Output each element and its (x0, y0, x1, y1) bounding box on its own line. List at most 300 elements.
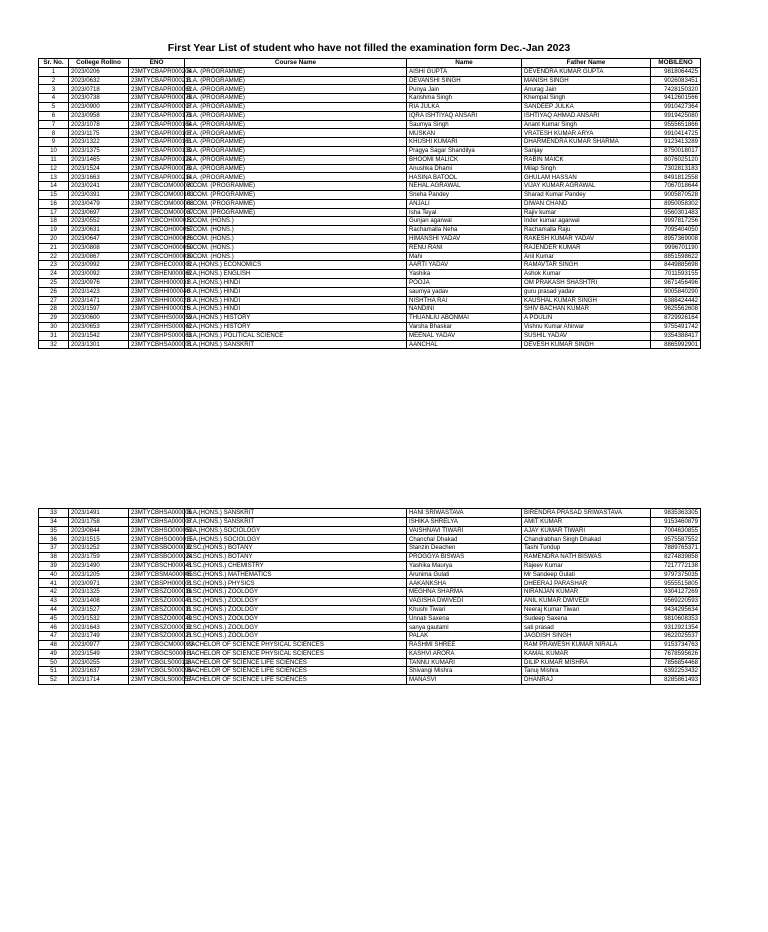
cell-eno: 23MTYCBSBO000032 (129, 544, 185, 553)
table-row (39, 340, 701, 349)
cell-course-name: B.SC.(HONS.) BOTANY (185, 544, 407, 553)
cell-student-name: Mahi (407, 252, 522, 261)
cell-mobileno: 9575587552 (651, 535, 701, 544)
cell-course-name: B.A.(HONS.) ECONOMICS (185, 261, 407, 270)
cell-college-rollno: 2023/1663 (69, 173, 129, 182)
cell-father-name: Tanuj Mishra (522, 667, 651, 676)
cell-sr-no: 23 (39, 261, 69, 270)
cell-student-name: Chanchal Dhakad (407, 535, 522, 544)
cell-father-name: DIWAN CHAND (522, 199, 651, 208)
cell-course-name: B.A.(HONS.) ENGLISH (185, 270, 407, 279)
cell-eno: 23MTYCBCOM000037 (129, 208, 185, 217)
cell-sr-no: 36 (39, 535, 69, 544)
cell-college-rollno: 2023/1549 (69, 649, 129, 658)
table-row (39, 111, 701, 120)
table-row (39, 676, 701, 685)
cell-course-name: BACHELOR OF SCIENCE PHYSICAL SCIENCES (185, 640, 407, 649)
cell-college-rollno: 2023/0867 (69, 252, 129, 261)
table-row (39, 270, 701, 279)
cell-student-name: RENU RANI (407, 243, 522, 252)
cell-college-rollno: 2023/1542 (69, 331, 129, 340)
cell-college-rollno: 2023/0092 (69, 270, 129, 279)
cell-sr-no: 13 (39, 173, 69, 182)
table-row (39, 322, 701, 331)
cell-sr-no: 38 (39, 552, 69, 561)
cell-course-name: B.A. (PROGRAMME) (185, 94, 407, 103)
cell-college-rollno: 2023/1637 (69, 667, 129, 676)
cell-student-name: MEENAL YADAV (407, 331, 522, 340)
cell-father-name: SANDEEP JULKA (522, 102, 651, 111)
cell-student-name: Punya Jain (407, 85, 522, 94)
cell-father-name: GHULAM HASSAN (522, 173, 651, 182)
cell-sr-no: 28 (39, 305, 69, 314)
cell-father-name: A POULIN (522, 314, 651, 323)
table-row (39, 94, 701, 103)
cell-student-name: BHOOMI MALICK (407, 155, 522, 164)
cell-eno: 23MTYCBHSA000006 (129, 509, 185, 518)
cell-mobileno: 6392253432 (651, 667, 701, 676)
table-row (39, 234, 701, 243)
cell-father-name: VRATESH KUMAR ARYA (522, 129, 651, 138)
cell-eno: 23MTYCBCOM000103 (129, 190, 185, 199)
cell-eno: 23MTYCBGCM000023 (129, 640, 185, 649)
cell-student-name: Yashika Maurya (407, 561, 522, 570)
cell-mobileno: 7856854468 (651, 658, 701, 667)
cell-course-name: B.SC.(HONS.) ZOOLOGY (185, 588, 407, 597)
cell-course-name: B.SC.(HONS.) ZOOLOGY (185, 632, 407, 641)
table-row (39, 217, 701, 226)
cell-course-name: B.COM. (HONS.) (185, 217, 407, 226)
cell-sr-no: 33 (39, 509, 69, 518)
cell-college-rollno: 2023/1175 (69, 129, 129, 138)
cell-student-name: KHUSHI KUMARI (407, 138, 522, 147)
cell-eno: 23MTYCBAPR000204 (129, 67, 185, 76)
cell-course-name: B.A.(HONS.) HINDI (185, 296, 407, 305)
cell-student-name: DEVANSHI SINGH (407, 76, 522, 85)
cell-mobileno: 6388424442 (651, 296, 701, 305)
cell-mobileno: 9910427364 (651, 102, 701, 111)
cell-course-name: B.A. (PROGRAMME) (185, 102, 407, 111)
cell-sr-no: 35 (39, 526, 69, 535)
cell-father-name: VIJAY KUMAR AGRAWAL (522, 182, 651, 191)
table-row (39, 632, 701, 641)
table-row (39, 667, 701, 676)
cell-mobileno: 9996701190 (651, 243, 701, 252)
table-row (39, 278, 701, 287)
table-row (39, 314, 701, 323)
cell-college-rollno: 2023/0653 (69, 322, 129, 331)
cell-college-rollno: 2023/1301 (69, 340, 129, 349)
cell-father-name: RAM PRAWESH KUMAR NIRALA (522, 640, 651, 649)
cell-sr-no: 27 (39, 296, 69, 305)
cell-father-name: ISHTIYAQ AHMAD ANSARI (522, 111, 651, 120)
cell-college-rollno: 2023/1252 (69, 544, 129, 553)
cell-father-name: Sudeep Saxena (522, 614, 651, 623)
cell-student-name: AISHI GUPTA (407, 67, 522, 76)
cell-college-rollno: 2023/1527 (69, 605, 129, 614)
cell-mobileno: 9622025537 (651, 632, 701, 641)
student-table-page-2 (38, 508, 701, 685)
table-row (39, 208, 701, 217)
cell-student-name: TANNU KUMARI (407, 658, 522, 667)
cell-eno: 23MTYCBAPR000173 (129, 111, 185, 120)
cell-mobileno: 9835363305 (651, 509, 701, 518)
cell-course-name: B.COM. (HONS.) (185, 226, 407, 235)
table-row (39, 579, 701, 588)
table-row (39, 243, 701, 252)
cell-sr-no: 41 (39, 579, 69, 588)
cell-course-name: B.SC.(HONS.) ZOOLOGY (185, 596, 407, 605)
cell-course-name: B.SC.(HONS.) CHEMISTRY (185, 561, 407, 570)
cell-mobileno: 9555651866 (651, 120, 701, 129)
cell-college-rollno: 2023/0808 (69, 243, 129, 252)
cell-eno: 23MTYCBSCH000041 (129, 561, 185, 570)
cell-sr-no: 1 (39, 67, 69, 76)
table-row (39, 640, 701, 649)
cell-mobileno: 9755491742 (651, 322, 701, 331)
cell-mobileno: 8750018017 (651, 146, 701, 155)
cell-mobileno: 8950058302 (651, 199, 701, 208)
cell-mobileno: 8491812558 (651, 173, 701, 182)
cell-sr-no: 14 (39, 182, 69, 191)
cell-father-name: SHIV BACHAN KUMAR (522, 305, 651, 314)
table-row (39, 120, 701, 129)
cell-student-name: Stanzin Deachen (407, 544, 522, 553)
cell-eno: 23MTYCBSZO000040 (129, 614, 185, 623)
cell-student-name: Khushi Tiwari (407, 605, 522, 614)
cell-eno: 23MTYCBHHI000031 (129, 278, 185, 287)
cell-college-rollno: 2023/1491 (69, 509, 129, 518)
cell-mobileno: 9671456496 (651, 278, 701, 287)
student-table-page-1 (38, 58, 701, 349)
cell-mobileno: 9005870528 (651, 190, 701, 199)
cell-course-name: B.COM. (HONS.) (185, 243, 407, 252)
cell-college-rollno: 2023/1714 (69, 676, 129, 685)
cell-college-rollno: 2023/1322 (69, 138, 129, 147)
table-row (39, 102, 701, 111)
cell-sr-no: 4 (39, 94, 69, 103)
table-row (39, 252, 701, 261)
cell-sr-no: 17 (39, 208, 69, 217)
cell-sr-no: 3 (39, 85, 69, 94)
cell-sr-no: 25 (39, 278, 69, 287)
cell-college-rollno: 2023/1078 (69, 120, 129, 129)
cell-student-name: ANJALI (407, 199, 522, 208)
header-father-name: Father Name (522, 59, 651, 68)
cell-sr-no: 32 (39, 340, 69, 349)
cell-sr-no: 34 (39, 517, 69, 526)
cell-college-rollno: 2023/1375 (69, 146, 129, 155)
cell-student-name: AAKANKSHA (407, 579, 522, 588)
cell-student-name: POOJA (407, 278, 522, 287)
cell-sr-no: 31 (39, 331, 69, 340)
cell-sr-no: 19 (39, 226, 69, 235)
cell-student-name: Pragya Sagar Shandilya (407, 146, 522, 155)
cell-sr-no: 6 (39, 111, 69, 120)
cell-eno: 23MTYCBCOM000008 (129, 199, 185, 208)
cell-course-name: B.A. (PROGRAMME) (185, 120, 407, 129)
cell-eno: 23MTYCBHSO000059 (129, 526, 185, 535)
cell-college-rollno: 2023/1759 (69, 552, 129, 561)
cell-student-name: NEHAL AGRAWAL (407, 182, 522, 191)
cell-father-name: Neeraj Kumar Tiwari (522, 605, 651, 614)
cell-mobileno: 9434295634 (651, 605, 701, 614)
table-row (39, 544, 701, 553)
cell-college-rollno: 2023/1643 (69, 623, 129, 632)
cell-student-name: HASINA BATOOL (407, 173, 522, 182)
cell-sr-no: 30 (39, 322, 69, 331)
cell-sr-no: 21 (39, 243, 69, 252)
cell-course-name: B.A.(HONS.) HISTORY (185, 322, 407, 331)
cell-mobileno: 7217772138 (651, 561, 701, 570)
cell-college-rollno: 2023/0958 (69, 111, 129, 120)
cell-father-name: RAKESH KUMAR YADAV (522, 234, 651, 243)
cell-eno: 23MTYCBAPR000070 (129, 164, 185, 173)
cell-father-name: Vishnu Kumar Ahirwar (522, 322, 651, 331)
cell-course-name: B.COM. (PROGRAMME) (185, 182, 407, 191)
cell-mobileno: 9818064425 (651, 67, 701, 76)
cell-student-name: VAISHNAVI TIWARI (407, 526, 522, 535)
cell-course-name: B.A. (PROGRAMME) (185, 146, 407, 155)
cell-father-name: RAJENDER KUMAR (522, 243, 651, 252)
cell-mobileno: 9910414725 (651, 129, 701, 138)
cell-course-name: BACHELOR OF SCIENCE PHYSICAL SCIENCES (185, 649, 407, 658)
cell-father-name: Sharad Kumar Pandey (522, 190, 651, 199)
cell-sr-no: 39 (39, 561, 69, 570)
cell-college-rollno: 2023/0552 (69, 217, 129, 226)
cell-sr-no: 18 (39, 217, 69, 226)
cell-sr-no: 12 (39, 164, 69, 173)
cell-mobileno: 9997817256 (651, 217, 701, 226)
cell-sr-no: 43 (39, 596, 69, 605)
cell-sr-no: 45 (39, 614, 69, 623)
cell-sr-no: 51 (39, 667, 69, 676)
cell-sr-no: 15 (39, 190, 69, 199)
cell-father-name: DHANRAJ (522, 676, 651, 685)
cell-course-name: B.A. (PROGRAMME) (185, 164, 407, 173)
cell-student-name: Anushka Dhami (407, 164, 522, 173)
cell-mobileno: 9412601566 (651, 94, 701, 103)
cell-father-name: Ashok Kumar (522, 270, 651, 279)
cell-mobileno: 9153734763 (651, 640, 701, 649)
cell-student-name: MUSKAN (407, 129, 522, 138)
cell-college-rollno: 2023/0697 (69, 208, 129, 217)
cell-eno: 23MTYCBCOH000059 (129, 243, 185, 252)
cell-course-name: BACHELOR OF SCIENCE LIFE SCIENCES (185, 676, 407, 685)
header-course-name: Course Name (185, 59, 407, 68)
cell-student-name: RIA JULKA (407, 102, 522, 111)
cell-father-name: Anurag Jain (522, 85, 651, 94)
cell-mobileno: 7067018644 (651, 182, 701, 191)
table-row (39, 552, 701, 561)
table-row (39, 605, 701, 614)
table-row (39, 129, 701, 138)
cell-sr-no: 2 (39, 76, 69, 85)
header-college-rollno: College Rollno (69, 59, 129, 68)
cell-eno: 23MTYCBCOM000070 (129, 182, 185, 191)
cell-sr-no: 7 (39, 120, 69, 129)
cell-eno: 23MTYCBGCS000011 (129, 649, 185, 658)
cell-sr-no: 22 (39, 252, 69, 261)
cell-student-name: PROGGYA BISWAS (407, 552, 522, 561)
cell-mobileno: 7678595626 (651, 649, 701, 658)
cell-sr-no: 24 (39, 270, 69, 279)
cell-sr-no: 49 (39, 649, 69, 658)
cell-college-rollno: 2023/0391 (69, 190, 129, 199)
table-row (39, 138, 701, 147)
cell-college-rollno: 2023/0900 (69, 102, 129, 111)
table-row (39, 226, 701, 235)
cell-mobileno: 8285861493 (651, 676, 701, 685)
cell-course-name: B.A.(HONS.) SANSKRIT (185, 517, 407, 526)
cell-eno: 23MTYCBSZO000032 (129, 623, 185, 632)
cell-college-rollno: 2023/0631 (69, 226, 129, 235)
cell-eno: 23MTYCBHHS000062 (129, 322, 185, 331)
cell-college-rollno: 2023/0600 (69, 314, 129, 323)
cell-student-name: THUANLIU ABONMAI (407, 314, 522, 323)
cell-college-rollno: 2023/1758 (69, 517, 129, 526)
cell-student-name: Saumya Singh (407, 120, 522, 129)
cell-father-name: KAUSHAL KUMAR SINGH (522, 296, 651, 305)
cell-eno: 23MTYCBHSA000007 (129, 517, 185, 526)
cell-student-name: PALAK (407, 632, 522, 641)
cell-sr-no: 8 (39, 129, 69, 138)
cell-eno: 23MTYCBSZO000016 (129, 588, 185, 597)
cell-course-name: B.SC.(HONS.) ZOOLOGY (185, 605, 407, 614)
cell-student-name: Sneha Pandey (407, 190, 522, 199)
cell-mobileno: 8957369008 (651, 234, 701, 243)
cell-mobileno: 9005840290 (651, 287, 701, 296)
cell-sr-no: 20 (39, 234, 69, 243)
table-row (39, 287, 701, 296)
cell-father-name: Khempal Singh (522, 94, 651, 103)
table-row (39, 623, 701, 632)
cell-course-name: B.SC.(HONS.) ZOOLOGY (185, 623, 407, 632)
header-name: Name (407, 59, 522, 68)
table-row (39, 76, 701, 85)
cell-college-rollno: 2023/1423 (69, 287, 129, 296)
cell-eno: 23MTYCBAPR000124 (129, 155, 185, 164)
cell-father-name: NIRANJAN KUMAR (522, 588, 651, 597)
cell-eno: 23MTYCBSZO000021 (129, 632, 185, 641)
cell-eno: 23MTYCBSZO000011 (129, 605, 185, 614)
cell-eno: 23MTYCBAPR000130 (129, 146, 185, 155)
cell-father-name: sati prasad (522, 623, 651, 632)
cell-college-rollno: 2023/0976 (69, 278, 129, 287)
header-mobileno: MOBILENO (651, 59, 701, 68)
cell-mobileno: 8449885698 (651, 261, 701, 270)
cell-eno: 23MTYCBAPR000214 (129, 173, 185, 182)
cell-mobileno: 8865992901 (651, 340, 701, 349)
cell-course-name: B.A.(HONS.) POLITICAL SCIENCE (185, 331, 407, 340)
cell-eno: 23MTYCBHSA000001 (129, 340, 185, 349)
cell-course-name: B.A. (PROGRAMME) (185, 67, 407, 76)
cell-college-rollno: 2023/0479 (69, 199, 129, 208)
cell-mobileno: 9555515805 (651, 579, 701, 588)
cell-father-name: SUSHIL YADAV (522, 331, 651, 340)
cell-eno: 23MTYCBSZO000041 (129, 596, 185, 605)
cell-student-name: Shivangi Mishra (407, 667, 522, 676)
table-row (39, 596, 701, 605)
cell-course-name: B.COM. (PROGRAMME) (185, 190, 407, 199)
cell-father-name: Tashi Tundup (522, 544, 651, 553)
cell-eno: 23MTYCBGLS000110 (129, 658, 185, 667)
cell-college-rollno: 2023/1325 (69, 588, 129, 597)
cell-college-rollno: 2023/1532 (69, 614, 129, 623)
table-row (39, 261, 701, 270)
cell-college-rollno: 2023/0971 (69, 579, 129, 588)
cell-course-name: B.COM. (HONS.) (185, 234, 407, 243)
header-eno: ENO (129, 59, 185, 68)
cell-mobileno: 9560301483 (651, 208, 701, 217)
cell-eno: 23MTYCBCOH000039 (129, 252, 185, 261)
table-row (39, 331, 701, 340)
cell-student-name: RASHMI SHREE (407, 640, 522, 649)
cell-mobileno: 9026083451 (651, 76, 701, 85)
cell-father-name: BIRENDRA PRASAD SRIWASTAVA (522, 509, 651, 518)
cell-mobileno: 8076025120 (651, 155, 701, 164)
cell-college-rollno: 2023/0206 (69, 67, 129, 76)
cell-course-name: B.A. (PROGRAMME) (185, 173, 407, 182)
cell-eno: 23MTYCBHHI000028 (129, 296, 185, 305)
table-row (39, 85, 701, 94)
cell-college-rollno: 2023/1408 (69, 596, 129, 605)
table-row (39, 658, 701, 667)
cell-student-name: saumya yadav (407, 287, 522, 296)
table-row (39, 190, 701, 199)
cell-mobileno: 7428150320 (651, 85, 701, 94)
cell-course-name: B.A.(HONS.) SANSKRIT (185, 340, 407, 349)
cell-eno: 23MTYCBHHI000040 (129, 287, 185, 296)
cell-eno: 23MTYCBHHS000059 (129, 314, 185, 323)
cell-college-rollno: 2023/1471 (69, 296, 129, 305)
cell-student-name: Arunima Gulati (407, 570, 522, 579)
cell-eno: 23MTYCBAPR000078 (129, 94, 185, 103)
cell-college-rollno: 2023/0647 (69, 234, 129, 243)
cell-student-name: Gunjan agarwal (407, 217, 522, 226)
cell-student-name: AANCHAL (407, 340, 522, 349)
cell-course-name: B.A. (PROGRAMME) (185, 129, 407, 138)
cell-college-rollno: 2023/0844 (69, 526, 129, 535)
cell-father-name: Sanjay (522, 146, 651, 155)
cell-course-name: B.SC.(HONS.) ZOOLOGY (185, 614, 407, 623)
table-row (39, 199, 701, 208)
cell-sr-no: 44 (39, 605, 69, 614)
cell-eno: 23MTYCBHEN000062 (129, 270, 185, 279)
cell-mobileno: 9919425080 (651, 111, 701, 120)
cell-father-name: DHEERAJ PARASHAR (522, 579, 651, 588)
cell-college-rollno: 2023/1597 (69, 305, 129, 314)
cell-student-name: VAGISHA DWIVEDI (407, 596, 522, 605)
cell-course-name: B.SC.(HONS.) PHYSICS (185, 579, 407, 588)
cell-sr-no: 9 (39, 138, 69, 147)
table-row (39, 67, 701, 76)
cell-eno: 23MTYCBAPR000211 (129, 76, 185, 85)
cell-college-rollno: 2023/0977 (69, 640, 129, 649)
table-row (39, 164, 701, 173)
table-row (39, 155, 701, 164)
cell-student-name: Isha Teyal (407, 208, 522, 217)
table-row (39, 173, 701, 182)
cell-course-name: B.A. (PROGRAMME) (185, 76, 407, 85)
cell-eno: 23MTYCBAPR000161 (129, 138, 185, 147)
cell-student-name: sanya gautami (407, 623, 522, 632)
table-row (39, 509, 701, 518)
cell-course-name: B.A. (PROGRAMME) (185, 111, 407, 120)
table-header-row (39, 59, 701, 68)
cell-sr-no: 37 (39, 544, 69, 553)
cell-father-name: DHARMENDRA KUMAR SHARMA (522, 138, 651, 147)
